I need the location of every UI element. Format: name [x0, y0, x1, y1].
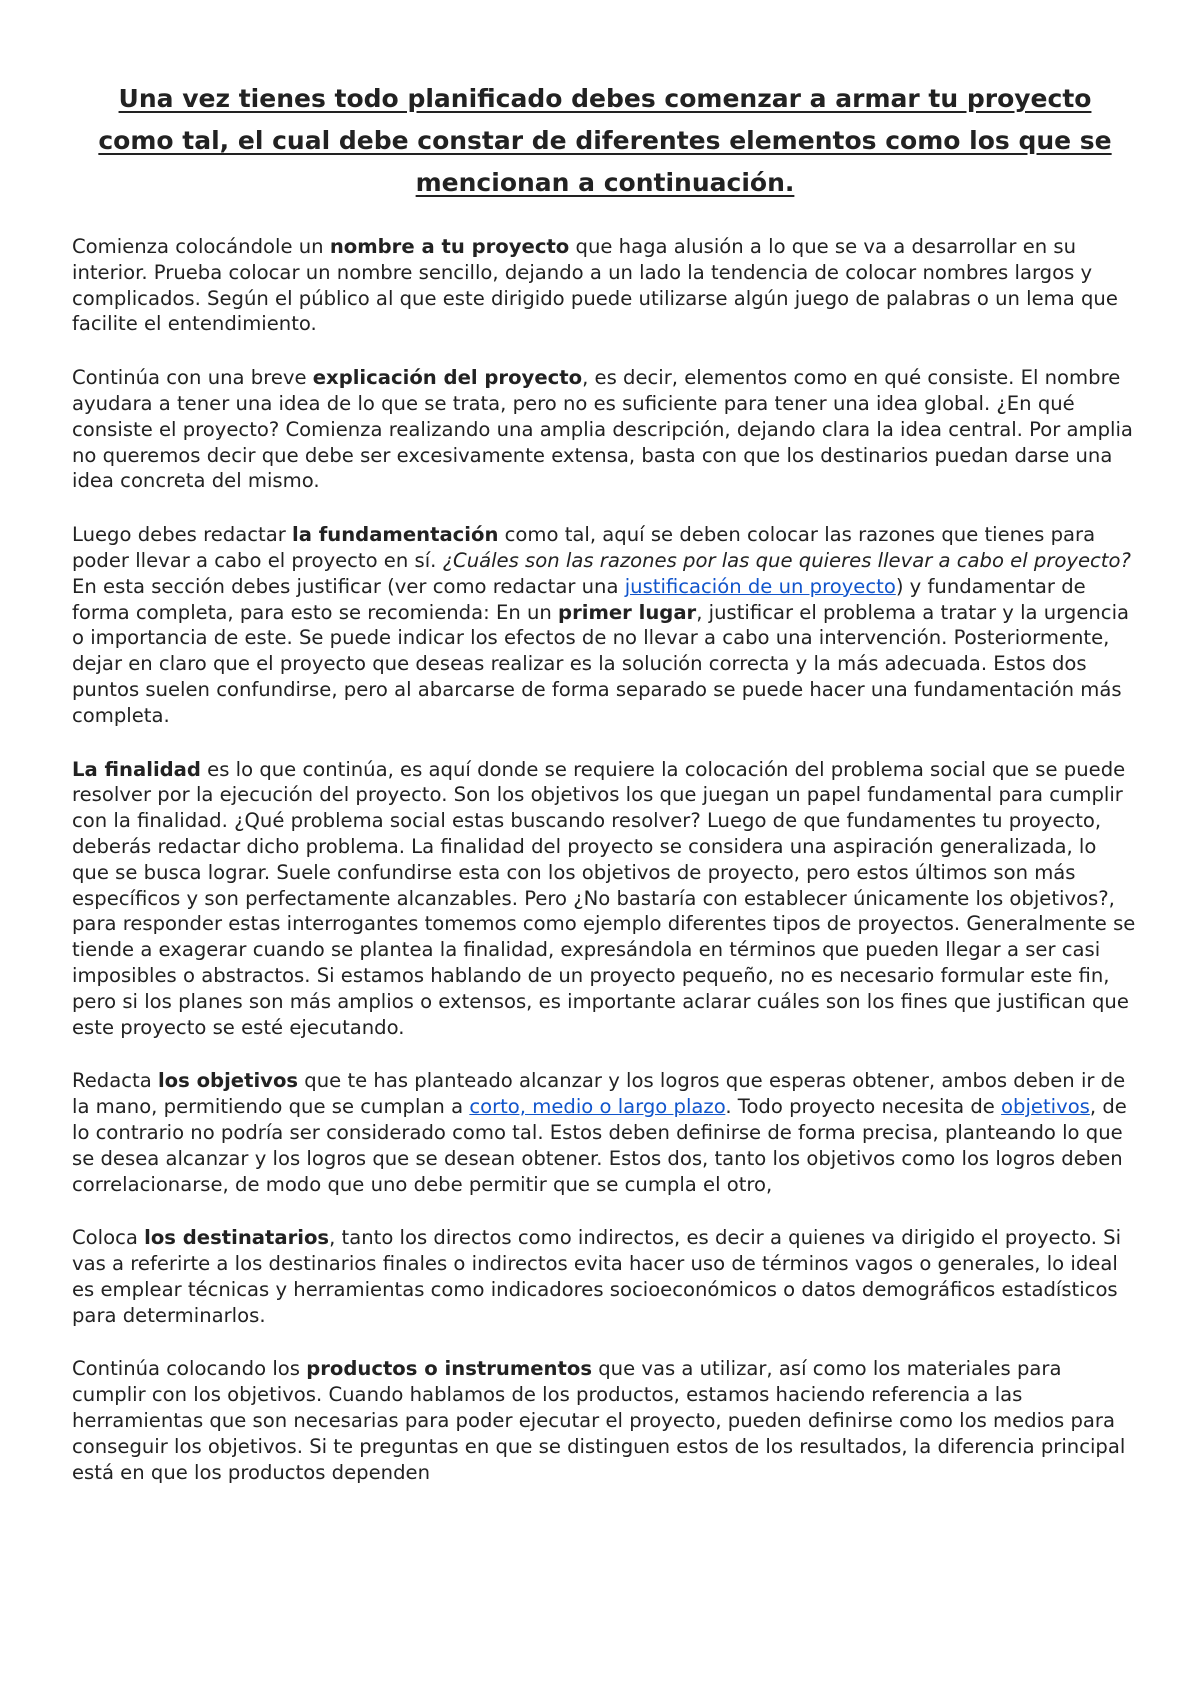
paragraph-text: , de lo contrario no podría ser considerado como tal. Estos deben definirse de forma precisa, planteando lo que se desea alcanzar y los logros que se desean obtener. Estos dos, tanto los objetivos como los logros deben correlacionarse, de modo que uno debe permitir que se cumpla el otro,: [72, 1095, 1127, 1196]
paragraph-fundamentacion: [72, 522, 1138, 728]
paragraph-text: Comienza colocándole un: [72, 235, 330, 258]
document-title: Una vez tienes todo planificado debes comenzar a armar tu proyecto como tal, el cual debe constar de diferentes elementos como los que se mencionan a continuación.: [98, 84, 1112, 197]
key-term: nombre a tu proyecto: [329, 235, 570, 258]
paragraph-objetivos: [72, 1068, 1138, 1197]
inline-link[interactable]: justificación de un proyecto: [624, 574, 896, 598]
paragraph-productos: [72, 1356, 1138, 1485]
key-term: productos o instrumentos: [306, 1357, 592, 1381]
key-term: los objetivos: [157, 1069, 299, 1093]
paragraph-finalidad: [72, 757, 1138, 1041]
paragraph-text: como tal, aquí se deben colocar las razones que tienes para poder llevar a cabo el proyecto en sí.: [72, 523, 1096, 572]
key-term: explicación del proyecto: [312, 366, 583, 390]
paragraph-text: es lo que continúa, es aquí donde se requiere la colocación del problema social que se puede resolver por la ejecución del proyecto. Son los objetivos los que juegan un papel fundamental para cumplir con la finalidad. ¿Qué problema social estas buscando resolver? Luego de que fundamentes tu proyecto, deberás redactar dicho problema. La finalidad del proyecto se considera una aspiración generalizada, lo que se busca lograr. Suele confundirse esta con los objetivos de proyecto, pero estos últimos son más específicos y son perfectamente alcanzables. Pero ¿No bastaría con establecer únicamente los objetivos?, para responder estas interrogantes tomemos como ejemplo diferentes tipos de proyectos. Generalmente se tiende a exagerar cuando se plantea la finalidad, expresándola en términos que pueden llegar a ser casi imposibles o abstractos. Si estamos hablando de un proyecto pequeño, no es necesario formular este fin, pero si los planes son más amplios o extensos, es importante aclarar cuáles son los fines que justifican que este proyecto se esté ejecutando.: [72, 757, 1136, 1039]
key-term: la fundamentación: [292, 523, 499, 547]
key-term: La finalidad: [72, 757, 201, 781]
inline-link[interactable]: objetivos: [1001, 1095, 1090, 1119]
paragraph-destinatarios: [72, 1225, 1138, 1328]
document-body: [72, 234, 1138, 1485]
paragraph-text: . Todo proyecto necesita de: [725, 1095, 1002, 1119]
document-page: [72, 78, 1138, 1513]
paragraph-explicacion: [72, 365, 1138, 494]
inline-link[interactable]: corto, medio o largo plazo: [469, 1095, 726, 1119]
paragraph-text: Continúa con una breve: [72, 366, 313, 390]
paragraph-text: Coloca: [72, 1226, 145, 1250]
paragraph-text: que te has planteado alcanzar y los logros que esperas obtener, ambos deben ir de la mano, permitiendo que se cumplan a: [72, 1069, 1126, 1119]
paragraph-text: que vas a utilizar, así como los materiales para cumplir con los objetivos. Cuando hablamos de los productos, estamos haciendo referencia a las herramientas que son necesarias para poder ejecutar el proyecto, pueden definirse como los medios para conseguir los objetivos. Si te preguntas en que se distinguen estos de los resultados, la diferencia principal está en que los productos dependen: [72, 1357, 1126, 1484]
paragraph-text: En esta sección debes justificar (ver como redactar una: [72, 574, 625, 598]
key-term: primer lugar: [558, 600, 697, 624]
paragraph-text: Continúa colocando los: [72, 1357, 307, 1381]
paragraph-text: ) y fundamentar de forma completa, para esto se recomienda: En un: [72, 574, 1086, 624]
paragraph-text: Luego debes redactar: [72, 523, 292, 547]
paragraph-text: , es decir, elementos como en qué consiste. El nombre ayudara a tener una idea de lo que se trata, pero no es suficiente para tener una idea global. ¿En qué consiste el proyecto? Comienza realizando una amplia descripción, dejando clara la idea central. Por amplia no queremos decir que debe ser excesivamente extensa, basta con que los destinarios puedan darse una idea concreta del mismo.: [72, 366, 1133, 493]
key-term: los destinatarios: [144, 1226, 330, 1250]
paragraph-text: Redacta: [72, 1069, 158, 1093]
paragraph-text: que haga alusión a lo que se va a desarrollar en su interior. Prueba colocar un nombre sencillo, dejando a un lado la tendencia de colocar nombres largos y complicados. Según el público al que este dirigido puede utilizarse algún juego de palabras o un lema que facilite el entendimiento.: [72, 235, 1118, 336]
paragraph-text: , justificar el problema a tratar y la urgencia o importancia de este. Se puede indicar los efectos de no llevar a cabo una intervención. Posteriormente, dejar en claro que el proyecto que deseas realizar es la solución correcta y la más adecuada. Estos dos puntos suelen confundirse, pero al abarcarse de forma separado se puede hacer una fundamentación más completa.: [72, 600, 1130, 727]
paragraph-text: , tanto los directos como indirectos, es decir a quienes va dirigido el proyecto. Si vas a referirte a los destinarios finales o indirectos evita hacer uso de términos vagos o generales, lo ideal es emplear técnicas y herramientas como indicadores socioeconómicos o datos demográficos estadísticos para determinarlos.: [72, 1226, 1122, 1327]
emphasized-question: ¿Cuáles son las razones por las que quieres llevar a cabo el proyecto?: [442, 548, 1131, 572]
paragraph-nombre: [72, 234, 1138, 337]
